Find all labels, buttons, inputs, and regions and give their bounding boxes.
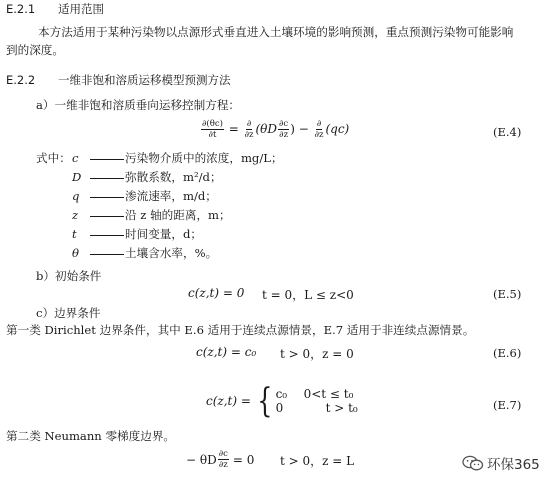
variable-row: c 污染物介质中的浓度，mg/L； (72, 151, 283, 165)
paragraph-line: 第一类 Dirichlet 边界条件，其中 E.6 适用于连续点源情景，E.7 适用于非连续点源情景。 (6, 323, 475, 337)
section-number: E.2.1 (6, 2, 36, 16)
variable-row: t 时间变量，d； (72, 227, 202, 241)
equation-number: (E.5) (493, 287, 522, 301)
fraction: $\frac{\partial}{\partial z}$ (314, 119, 324, 140)
equation-e6: c(z,t) = c₀ (196, 345, 257, 359)
list-item-c: c）边界条件 (36, 306, 101, 320)
piecewise-cases (276, 387, 358, 415)
paragraph-line: 第二类 Neumann 零梯度边界。 (6, 429, 176, 443)
fraction: $\frac{\partial(\theta c)}{\partial t}$ (202, 119, 223, 140)
section-number: E.2.2 (6, 73, 36, 87)
fraction: $\frac{\partial c}{\partial z}$ (218, 449, 228, 470)
fraction: $\frac{\partial}{\partial z}$ (244, 119, 254, 140)
wechat-icon (462, 455, 484, 471)
variable-row: D 弥散系数，m²/d； (72, 170, 222, 184)
paragraph-line: 到的深度。 (6, 43, 64, 57)
equation-neumann: − θD $\frac{\partial c}{\partial z}$ = 0 (186, 449, 255, 470)
variable-list (72, 150, 283, 261)
case-row: c₀ 0<t ≤ t₀ (275, 387, 354, 401)
equation-e5: c(z,t) = 0 (188, 286, 245, 300)
variable-row: θ 土壤含水率，%。 (72, 246, 218, 260)
paragraph-line: 本方法适用于某种污染物以点源形式垂直进入土壤环境的影响预测，重点预测污染物可能影响 (38, 25, 514, 39)
variable-row: q 渗流速率，m/d； (72, 189, 217, 203)
where-label: 式中： (36, 151, 71, 165)
fraction: $\frac{\partial c}{\partial z}$ (279, 119, 289, 140)
equation-condition: t > 0，z = L (280, 454, 355, 468)
equation-condition: t > 0，z = 0 (280, 347, 354, 361)
equation-condition: t = 0，L ≤ z<0 (262, 288, 354, 302)
section-heading-e22 (6, 72, 231, 88)
brace-icon: { (257, 381, 273, 421)
list-item-b: b）初始条件 (36, 269, 102, 283)
section-heading-e21 (6, 1, 104, 17)
equation-number: (E.6) (493, 346, 522, 360)
watermark: 环保365 (462, 453, 540, 473)
equation-e7: c(z,t) = { c₀ 0<t ≤ t₀ 0 t > t₀ (206, 381, 358, 421)
equation-number: (E.4) (493, 125, 522, 139)
section-title: 一维非饱和溶质运移模型预测方法 (58, 73, 231, 87)
variable-row: z 沿 z 轴的距离，m； (72, 208, 231, 222)
equation-number: (E.7) (493, 398, 522, 412)
equation-e4: $\frac{\partial(\theta c)}{\partial t}$ = $\frac{\partial}{\partial z}$ (θD $\frac{\partial c}{\partial z}$ ) − $\frac{\partial}{\partial z}$ (qc) (202, 119, 350, 140)
list-item-a: a）一维非饱和溶质垂向运移控制方程： (36, 98, 241, 112)
case-row: 0 t > t₀ (275, 401, 358, 415)
section-title: 适用范围 (58, 2, 104, 16)
